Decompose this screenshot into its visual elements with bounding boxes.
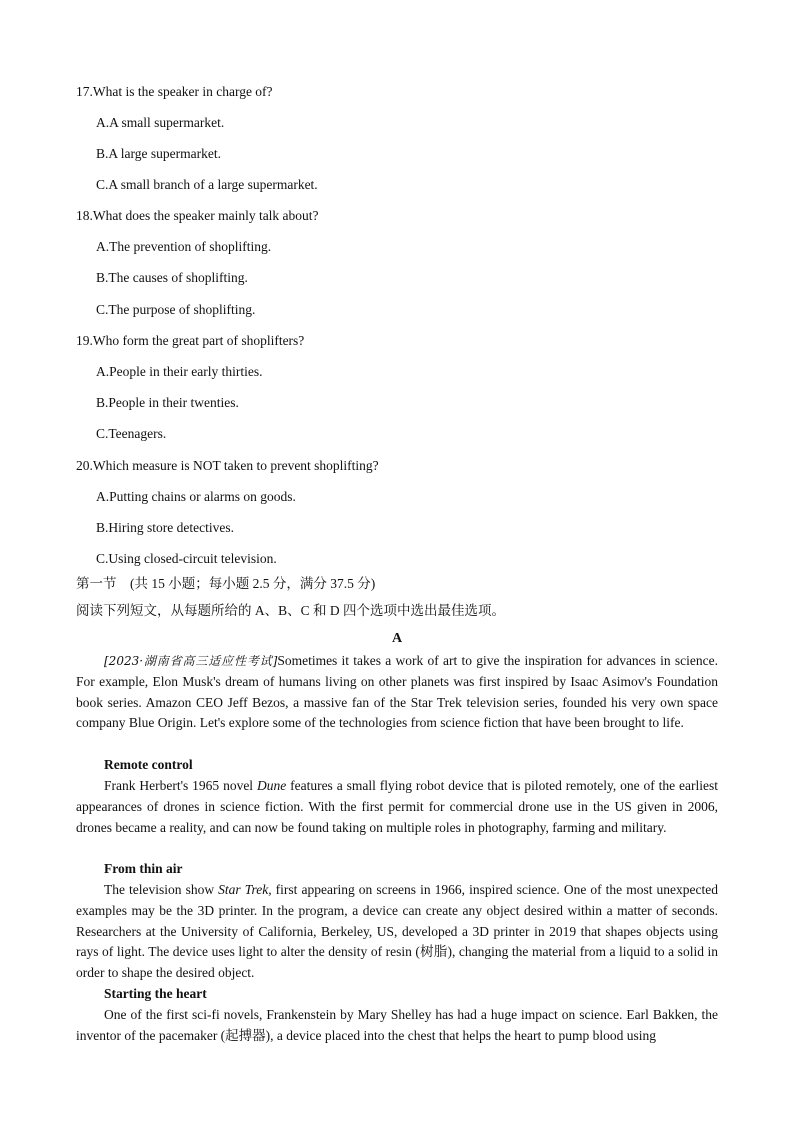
option-17a: A.A small supermarket.: [96, 115, 225, 130]
subheading-remote-control: Remote control: [104, 757, 193, 772]
option-20c: C.Using closed-circuit television.: [96, 551, 277, 566]
intro-text: Sometimes it takes a work of art to give the inspiration for advances in science. For example, Elon Musk's dream of humans living on other planets was first inspired by Isaac Asimov's Foundation book series. Amazon CEO Jeff Bezos, a massive fan of the Star Trek television series, founded his very own space company Blue Origin. Let's explore some of the technologies from science fiction that have been brought to life.: [76, 653, 719, 731]
option-20b: B.Hiring store detectives.: [96, 520, 234, 535]
option-17b: B.A large supermarket.: [96, 146, 221, 161]
subheading-from-thin-air: From thin air: [104, 861, 183, 876]
option-18c: C.The purpose of shoplifting.: [96, 302, 256, 317]
paragraph-from-thin-air: The television show Star Trek, first appearing on screens in 1966, inspired science. One of the most unexpected examples may be the 3D printer. In the program, a device can create any object desired within a matter of seconds. Researchers at the University of California, Berkeley, US, developed a 3D printer in 2019 that shapes objects using rays of light. The device uses light to alter the density of resin (树脂), changing the material from a liquid to a solid in order to shape the desired object.: [76, 882, 719, 981]
option-19b: B.People in their twenties.: [96, 395, 239, 410]
option-20a: A.Putting chains or alarms on goods.: [96, 489, 296, 504]
paragraph-starting-the-heart: One of the first sci-fi novels, Frankenstein by Mary Shelley has had a huge impact on science. Earl Bakken, the inventor of the pacemaker (起搏器), a device placed into the chest that helps the heart to pump blood using: [76, 1007, 718, 1043]
source-tag: [2023·湖南省高三适应性考试]: [104, 654, 278, 668]
option-17c: C.A small branch of a large supermarket.: [96, 177, 318, 192]
question-19: 19.Who form the great part of shoplifters?: [76, 333, 305, 348]
option-18a: A.The prevention of shoplifting.: [96, 239, 272, 254]
title-star-trek: Star Trek,: [218, 882, 272, 897]
question-20: 20.Which measure is NOT taken to prevent shoplifting?: [76, 458, 379, 473]
option-19a: A.People in their early thirties.: [96, 364, 263, 379]
title-dune: Dune: [256, 778, 287, 793]
option-18b: B.The causes of shoplifting.: [96, 270, 248, 285]
paragraph-remote-control: Frank Herbert's 1965 novel Dune features a small flying robot device that is piloted remotely, one of the earliest appearances of drones in science fiction. With the first permit for commercial drone use in the US given in 2006, drones became a reality, and can now be found taking on multiple roles in photography, farming and military.: [76, 778, 718, 835]
option-19c: C.Teenagers.: [96, 426, 167, 441]
passage-intro: [76, 651, 718, 734]
question-18: 18.What does the speaker mainly talk about?: [76, 208, 319, 223]
passage-label: A: [391, 631, 403, 646]
subheading-starting-the-heart: Starting the heart: [104, 986, 207, 1001]
question-17: 17.What is the speaker in charge of?: [76, 84, 273, 99]
section-heading: 第一节 (共 15 小题；每小题 2.5 分，满分 37.5 分): [76, 576, 376, 591]
section-instruction: 阅读下列短文，从每题所给的 A、B、C 和 D 四个选项中选出最佳选项。: [76, 603, 506, 618]
